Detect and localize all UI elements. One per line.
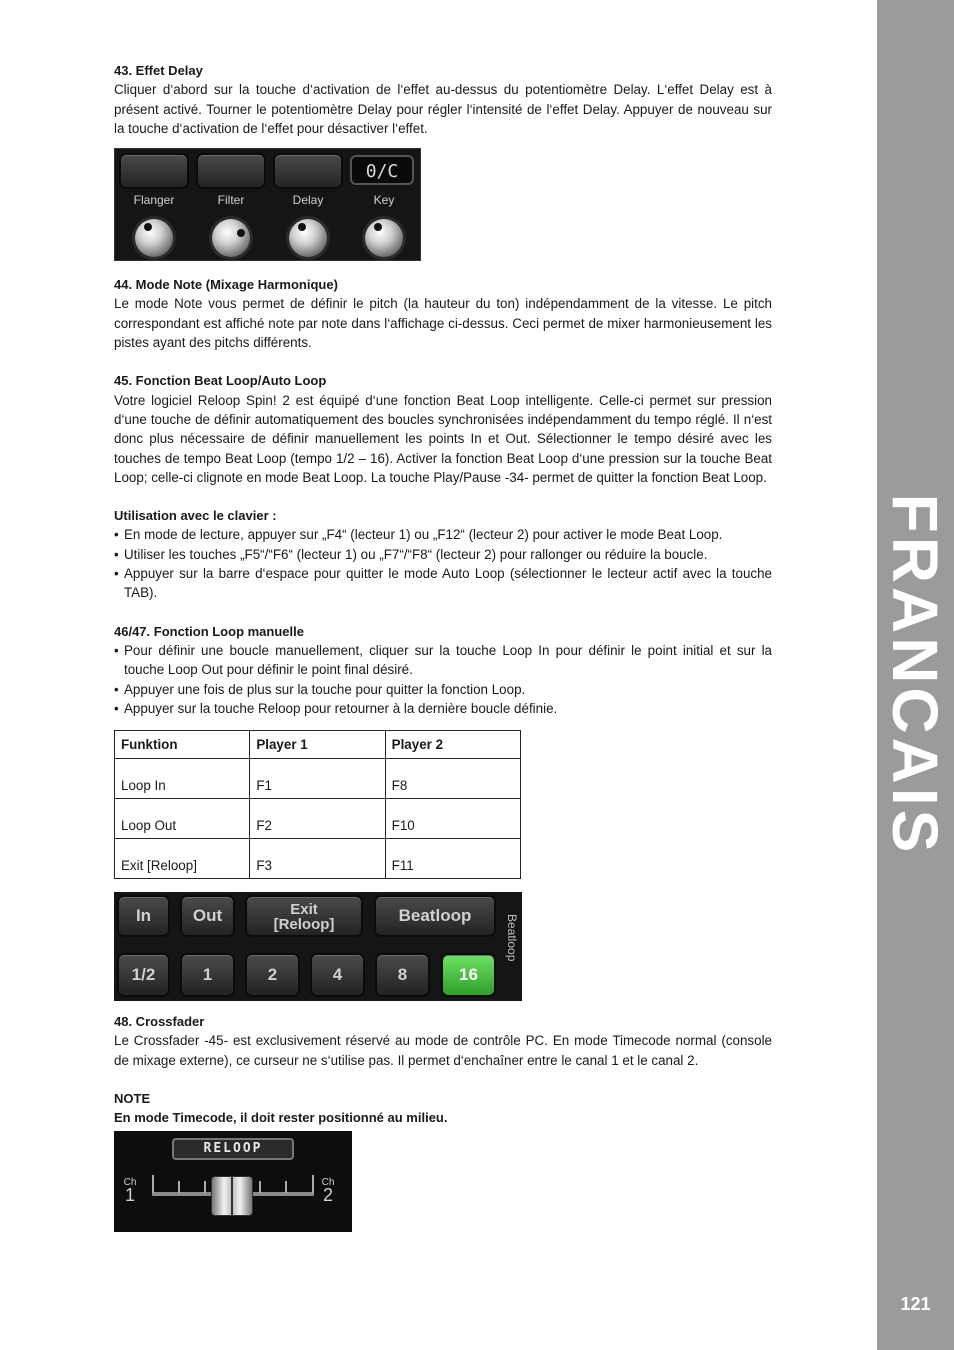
section-44-body: Le mode Note vous permet de définir le pitch (la hauteur du ton) indépendamment de la vitesse. Le pitch correspondant est affiché note par note dans l‘affichage ci-dessus. Ceci permet de mixer harmonieusement les pistes ayant des pitchs différents.: [114, 296, 772, 351]
effects-panel-image: [114, 148, 421, 261]
table-row: [115, 839, 521, 879]
crossfader-handle-line: [231, 1177, 233, 1215]
beat-16-button[interactable]: 16: [441, 953, 496, 997]
list-item: • Appuyer une fois de plus sur la touche pour quitter la fonction Loop.: [114, 680, 772, 699]
list-item: • Appuyer sur la barre d‘espace pour quitter le mode Auto Loop (sélectionner le lecteur actif avec la touche TAB).: [114, 564, 772, 603]
section-45-heading: 45. Fonction Beat Loop/Auto Loop: [114, 373, 327, 389]
reloop-logo: RELOOP: [172, 1138, 294, 1160]
manual-loop-list: [114, 641, 772, 718]
channel-2-number: 2: [322, 1184, 333, 1205]
loop-panel-image: [114, 892, 522, 1001]
channel-1-number: 1: [124, 1184, 135, 1205]
table-cell: F11: [385, 839, 520, 879]
loop-in-button[interactable]: In: [117, 895, 170, 937]
table-cell: F3: [250, 839, 385, 879]
loop-out-button[interactable]: Out: [180, 895, 235, 937]
beat-1-button[interactable]: 1: [180, 953, 235, 997]
list-item: • En mode de lecture, appuyer sur „F4“ (lecteur 1) ou „F12“ (lecteur 2) pour activer le mode Beat Loop.: [114, 525, 772, 544]
crossfader-tick: [204, 1181, 206, 1193]
ch-label: Ch: [321, 1176, 335, 1188]
table-cell: Exit [Reloop]: [115, 839, 250, 879]
beat-2-button[interactable]: 2: [245, 953, 300, 997]
filter-button[interactable]: [196, 153, 266, 189]
crossfader-tick: [285, 1181, 287, 1193]
channel-2-label: [320, 1177, 336, 1205]
table-row: [115, 759, 521, 799]
knob-indicator: [374, 223, 382, 231]
table-cell: F10: [385, 799, 520, 839]
beat-4-button[interactable]: 4: [310, 953, 365, 997]
channel-1-label: [122, 1177, 138, 1205]
table-header: Funktion: [115, 731, 250, 759]
fx-label-flanger: Flanger: [133, 193, 175, 208]
keyboard-list: [114, 525, 772, 602]
flanger-knob[interactable]: [135, 219, 173, 257]
language-tab-title: FRANCAIS: [879, 493, 951, 857]
note-body: En mode Timecode, il doit rester positionné au milieu.: [114, 1110, 448, 1126]
table-cell: Loop In: [115, 759, 250, 799]
table-cell: F1: [250, 759, 385, 799]
section-4647-heading: 46/47. Fonction Loop manuelle: [114, 623, 304, 639]
ch-label: Ch: [123, 1176, 137, 1188]
fx-label-key: Key: [373, 193, 395, 208]
table-cell: F2: [250, 799, 385, 839]
crossfader-tick: [259, 1181, 261, 1193]
key-knob[interactable]: [365, 219, 403, 257]
knob-indicator: [237, 229, 245, 237]
filter-knob[interactable]: [212, 219, 250, 257]
fx-label-filter: Filter: [217, 193, 245, 208]
flanger-button[interactable]: [119, 153, 189, 189]
crossfader-tick: [178, 1181, 180, 1193]
crossfader-tick: [312, 1175, 314, 1193]
crossfader-image: [114, 1131, 352, 1232]
table-cell: F8: [385, 759, 520, 799]
delay-knob[interactable]: [289, 219, 327, 257]
table-cell: Loop Out: [115, 799, 250, 839]
exit-reloop-button[interactable]: Exit [Reloop]: [245, 895, 363, 937]
section-48-heading: 48. Crossfader: [114, 1014, 205, 1030]
section-43-heading: 43. Effet Delay: [114, 63, 203, 78]
table-header-row: [115, 731, 521, 759]
key-display: 0/C: [350, 155, 414, 185]
section-43-body: Cliquer d‘abord sur la touche d‘activation de l‘effet au-dessus du potentiomètre Delay. L‘effet Delay est à présent activé. Tourner le potentiomètre Delay pour régler l‘intensité de l‘effet Delay. Appuyer de nouveau sur la touche d‘activation de l‘effet pour désactiver l‘effet.: [114, 82, 772, 136]
knob-indicator: [144, 223, 152, 231]
main-content: [114, 61, 772, 1232]
crossfader-tick: [152, 1175, 154, 1193]
beatloop-side-label: Beatloop: [505, 914, 519, 962]
crossfader-handle[interactable]: [212, 1177, 252, 1215]
section-44-heading: 44. Mode Note (Mixage Harmonique): [114, 277, 338, 293]
table-header: Player 2: [385, 731, 520, 759]
list-item: • Appuyer sur la touche Reloop pour retourner à la dernière boucle définie.: [114, 699, 772, 718]
knob-indicator: [298, 223, 306, 231]
table-row: [115, 799, 521, 839]
page-number: 121: [900, 1294, 931, 1314]
section-48-body: Le Crossfader -45- est exclusivement réservé au mode de contrôle PC. En mode Timecode normal (console de mixage externe), ce curseur ne s‘utilise pas. Il permet d‘enchaîner entre le canal 1 et le canal 2.: [114, 1033, 772, 1068]
beat-8-button[interactable]: 8: [375, 953, 430, 997]
fx-label-delay: Delay: [292, 193, 324, 208]
shortcut-table: [114, 730, 521, 879]
beat-half-button[interactable]: 1/2: [117, 953, 170, 997]
keyboard-heading: Utilisation avec le clavier :: [114, 508, 277, 524]
list-item: • Pour définir une boucle manuellement, cliquer sur la touche Loop In pour définir le point initial et sur la touche Loop Out pour définir le point final désiré.: [114, 641, 772, 680]
note-heading: NOTE: [114, 1091, 151, 1107]
section-45-body: Votre logiciel Reloop Spin! 2 est équipé d‘une fonction Beat Loop intelligente. Celle-ci permet sur pression d‘une touche de définir automatiquement des boucles synchronisées indépendamment du tempo réglé. Il n‘est donc plus nécessaire de définir manuellement les points In et Out. Sélectionner le tempo désiré avec les touches de tempo Beat Loop (tempo 1/2 – 16). Activer la fonction Beat Loop d‘une pression sur la touche Beat Loop; celle-ci clignote en mode Beat Loop. La touche Play/Pause -34- permet de quitter la fonction Beat Loop.: [114, 392, 772, 485]
delay-button[interactable]: [273, 153, 343, 189]
list-item: • Utiliser les touches „F5“/“F6“ (lecteur 1) ou „F7“/“F8“ (lecteur 2) pour rallonger ou réduire la boucle.: [114, 545, 772, 564]
beatloop-button[interactable]: Beatloop: [374, 895, 496, 937]
table-header: Player 1: [250, 731, 385, 759]
